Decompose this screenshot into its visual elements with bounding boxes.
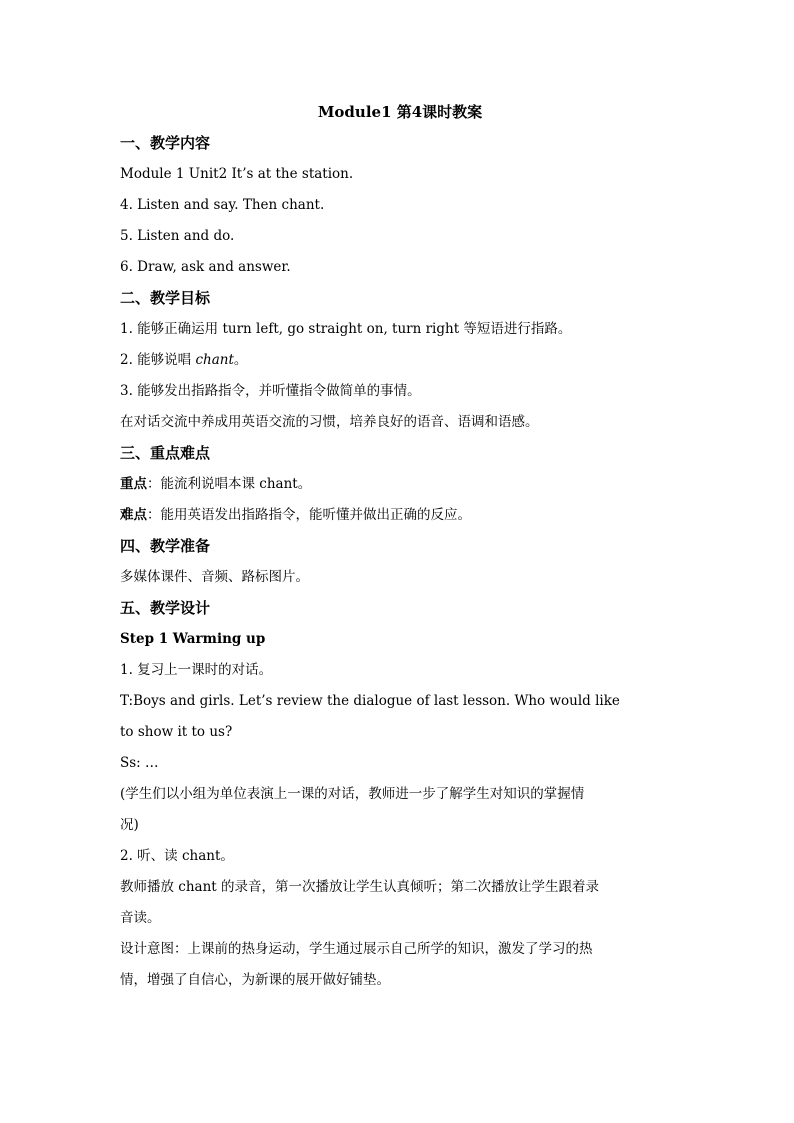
design-line: T:Boys and girls. Let’s review the dialogue of last lesson. Who would like [120,693,620,709]
design-line: 1. 复习上一课时的对话。 [120,662,273,678]
objective-line: 1. 能够正确运用 turn left, go straight on, turn right 等短语进行指路。 [120,321,572,337]
section-heading-design: 五、教学设计 [120,599,211,617]
key-point-text: ：能流利说唱本课 chant。 [147,476,312,492]
objective-text: 。 [233,352,248,368]
design-line: to show it to us? [120,724,233,740]
content-line: 5. Listen and do. [120,228,235,244]
objective-line: 在对话交流中养成用英语交流的习惯，培养良好的语音、语调和语感。 [120,414,539,430]
design-line: 音读。 [120,910,161,926]
content-line: 4. Listen and say. Then chant. [120,197,325,213]
design-line: 情，增强了自信心，为新课的展开做好铺垫。 [120,972,390,988]
design-line: (学生们以小组为单位表演上一课的对话，教师进一步了解学生对知识的掌握情 [120,786,585,802]
design-line: 教师播放 chant 的录音，第一次播放让学生认真倾听；第二次播放让学生跟着录 [120,879,600,895]
design-line: Ss: … [120,755,159,771]
design-line: 2. 听、读 chant。 [120,848,234,864]
preparation-line: 多媒体课件、音频、路标图片。 [120,569,309,585]
section-heading-objectives: 二、教学目标 [120,289,211,307]
key-point-line [120,469,680,500]
key-point-label: 重点 [120,476,147,492]
objective-line: 3. 能够发出指路指令，并听懂指令做简单的事情。 [120,383,421,399]
design-line: 设计意图：上课前的热身运动，学生通过展示自己所学的知识，激发了学习的热 [120,941,593,957]
step-heading: Step 1 Warming up [120,631,266,647]
difficulty-line [120,500,680,531]
lesson-plan-content [120,99,680,996]
page-title: Module1 第4课时教案 [317,103,483,121]
content-line: 6. Draw, ask and answer. [120,259,291,275]
objective-text: 2. 能够说唱 [120,352,196,368]
content-line: Module 1 Unit2 It’s at the station. [120,166,354,182]
design-line: 况) [120,817,139,833]
objective-emphasis: chant [195,352,234,368]
difficulty-text: ：能用英语发出指路指令，能听懂并做出正确的反应。 [147,507,471,523]
objective-line [120,345,680,376]
section-heading-key-points: 三、重点难点 [120,444,211,462]
difficulty-label: 难点 [120,507,147,523]
section-heading-content: 一、教学内容 [120,134,211,152]
section-heading-preparation: 四、教学准备 [120,537,211,555]
